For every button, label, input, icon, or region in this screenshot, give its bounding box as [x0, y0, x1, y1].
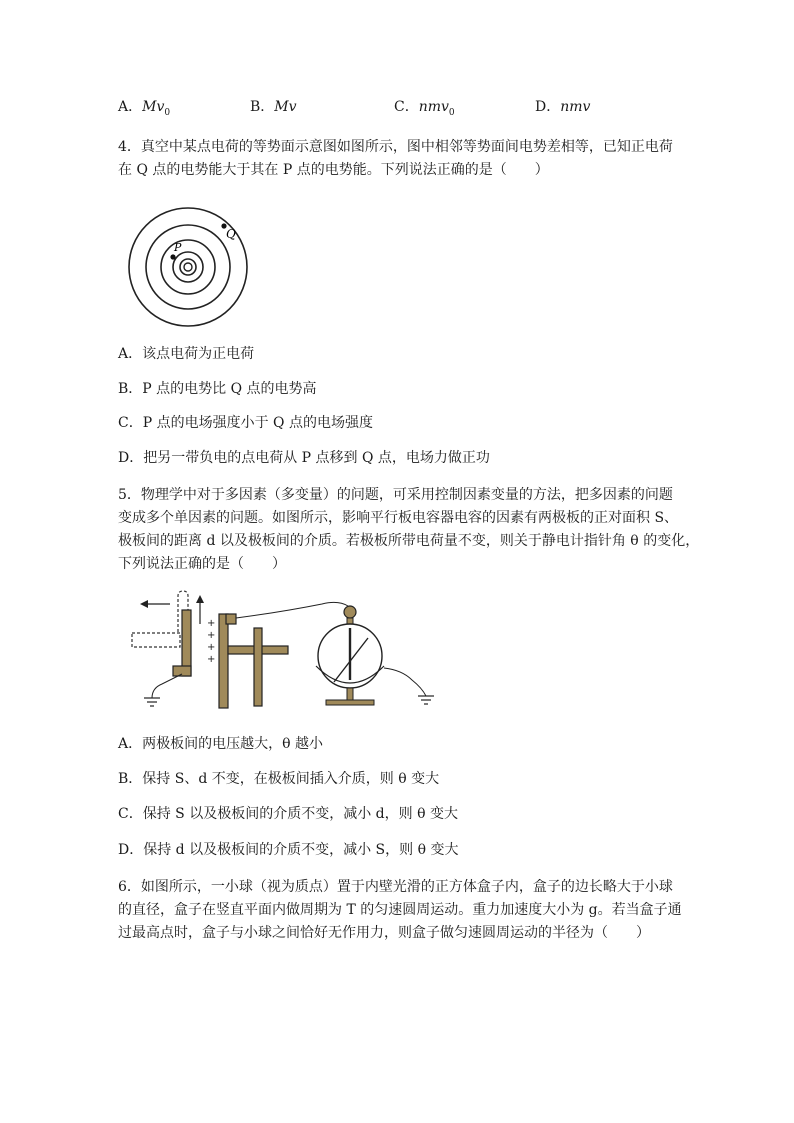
option-expr: Mv: [274, 99, 297, 115]
q4-stem: [118, 136, 678, 182]
left-ground-wire: [152, 674, 182, 698]
option-letter: D．: [535, 99, 561, 115]
electroscope-stem: [347, 688, 353, 700]
electroscope-base: [326, 700, 374, 705]
option-letter: C．: [394, 99, 419, 115]
option-letter: A．: [118, 99, 143, 115]
plus-charges: [207, 618, 215, 665]
up-arrow-head: [196, 595, 204, 603]
point-p-label: P: [174, 241, 182, 254]
point-q-label: Q: [226, 227, 236, 241]
q5-option-c: C．保持 S 以及极板间的介质不变，减小 d，则 θ 变大: [118, 806, 458, 822]
q4-stem-line: 在 Q 点的电势能大于其在 P 点的电势能。下列说法正确的是（ ）: [118, 162, 549, 178]
q5-stem-line: 变成多个单因素的问题。如图所示，影响平行板电容器电容的因素有两极板的正对面积 S、: [118, 510, 679, 526]
plus-sign: +: [207, 618, 216, 629]
q5-capacitor-electroscope-figure: [122, 588, 444, 712]
electroscope-knob: [344, 606, 356, 618]
equipotential-ring-2: [146, 225, 230, 309]
right-plate-tab: [226, 614, 236, 624]
top-option-d: [535, 96, 590, 118]
q5-option-b: B．保持 S、d 不变，在极板间插入介质，则 θ 变大: [118, 771, 440, 787]
q5-stem: [118, 484, 700, 576]
equipotential-ring-3: [161, 240, 215, 294]
q4-option-a: A．该点电荷为正电荷: [118, 346, 255, 362]
right-ground-wire: [384, 668, 426, 696]
q4-equipotential-figure: [118, 206, 258, 328]
q5-option-a: A．两极板间的电压越大，θ 越小: [118, 736, 323, 752]
left-arrow-head: [140, 600, 148, 608]
point-p: [170, 254, 175, 259]
equipotential-ring-5: [180, 259, 196, 275]
q4-option-c: C．P 点的电场强度小于 Q 点的电场强度: [118, 415, 373, 431]
plus-sign: +: [207, 654, 216, 665]
option-expr: nmv: [560, 99, 591, 115]
q6-stem-line: 6．如图所示，一小球（视为质点）置于内壁光滑的正方体盒子内，盒子的边长略大于小球: [118, 879, 673, 895]
plus-sign: +: [207, 630, 216, 641]
right-plate: [219, 614, 228, 708]
option-letter: B．: [250, 99, 275, 115]
q4-option-d: D．把另一带负电的点电荷从 P 点移到 Q 点，电场力做正功: [118, 450, 490, 466]
top-option-a: [118, 96, 170, 118]
connecting-wire: [236, 602, 348, 618]
q4-stem-line: 4．真空中某点电荷的等势面示意图如图所示，图中相邻等势面间电势差相等，已知正电荷: [118, 139, 673, 155]
q6-stem: [118, 876, 682, 945]
stand-post: [254, 628, 262, 706]
equipotential-ring-4: [173, 252, 203, 282]
top-option-c: [394, 96, 455, 118]
q6-stem-line: 过最高点时，盒子与小球之间恰好无作用力，则盒子做匀速圆周运动的半径为（ ）: [118, 925, 650, 941]
option-sub: 0: [164, 107, 171, 118]
q5-stem-line: 极板间的距离 d 以及极板间的介质。若极板所带电荷量不变，则关于静电计指针角 θ 的变化，: [118, 533, 700, 549]
option-sub: 0: [448, 107, 455, 118]
equipotential-ring-6: [184, 263, 192, 271]
q5-stem-line: 5．物理学中对于多因素（多变量）的问题，可采用控制因素变量的方法，把多因素的问题: [118, 487, 673, 503]
top-option-b: [250, 96, 297, 118]
q4-option-b: B．P 点的电势比 Q 点的电势高: [118, 381, 317, 397]
q5-stem-line: 下列说法正确的是（ ）: [118, 556, 286, 572]
dashed-handle-rod: [132, 633, 180, 647]
plus-sign: +: [207, 642, 216, 653]
option-expr: Mv: [142, 99, 165, 115]
option-expr: nmv: [418, 99, 449, 115]
q6-stem-line: 的直径，盒子在竖直平面内做周期为 T 的匀速圆周运动。重力加速度大小为 g。若当盒子通: [118, 902, 682, 918]
q5-option-d: D．保持 d 以及极板间的介质不变，减小 S，则 θ 变大: [118, 842, 459, 858]
